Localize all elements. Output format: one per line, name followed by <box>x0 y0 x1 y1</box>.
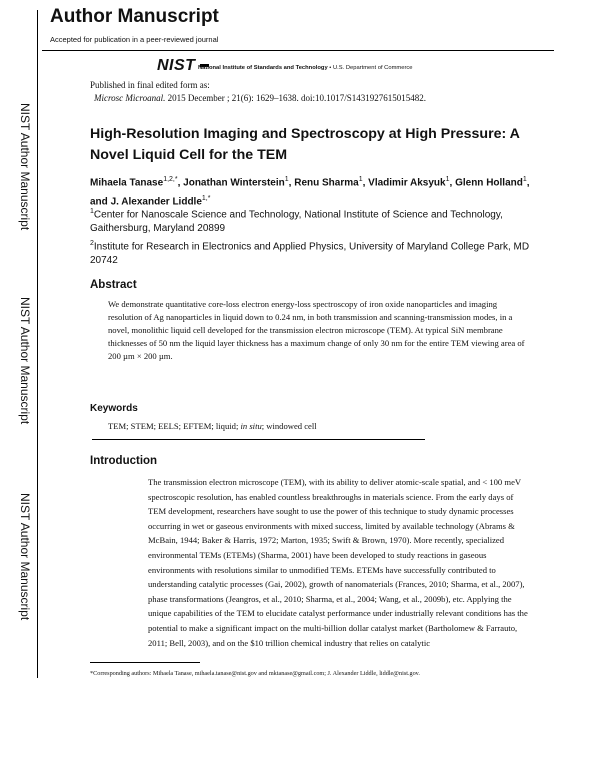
side-label-bottom: NIST Author Manuscript <box>18 493 32 621</box>
author-sup: 1 <box>445 176 450 183</box>
author-sup: 1 <box>284 176 289 183</box>
affiliation-text: Institute for Research in Electronics and Applied Physics, University of Maryland College Park, MD 20742 <box>90 241 530 267</box>
keywords-main: TEM; STEM; EELS; EFTEM; liquid; <box>108 421 241 431</box>
introduction-text: The transmission electron microscope (TEM), with its ability to deliver atomic-scale spatial, and < 100 meV spectroscopic resolution, has enabled countless breakthroughs in materials science. From the early days of TEM development, researchers have sought to use the power of this technique to study dynamic processes occurring in wet or gaseous environments with mixed success, limited by available technology (Abrams & McBain, 1944; Baker & Harris, 1972; Marton, 1935; Swift & Brown, 1970). More recently, specialized environmental TEMs (ETEMs) (Sharma, 2001) have been developed to study reactions in gaseous environments with resolutions similar to unmodified TEMs. ETEMs have successfully contributed to understanding catalytic processes (Gai, 2002), growth of nanomaterials (Frances, 2010; Sharma, et al., 2007), phase transformations (Jeangros, et al., 2010; Sharma, et al., 2004; Wang, et al., 2009b), etc. Applying the unique capabilities of the TEM to elucidate catalyst performance under industrially relevant conditions has the potential to make a significant impact on the multi-billion dollar catalyst market (Bartholomew & Farrauto, 2011; Bell, 2003), and on the $10 trillion chemical industry that relies on catalytic <box>148 477 528 648</box>
author-name: Mihaela Tanase <box>90 177 164 189</box>
author-sup: 1 <box>522 176 527 183</box>
affiliation-sup: 2 <box>90 240 94 247</box>
nist-institute-name: National Institute of Standards and Technology <box>198 65 328 71</box>
citation-line <box>94 93 426 103</box>
affiliation-text: Center for Nanoscale Science and Technology, National Institute of Science and Technology, Gaithersburg, Maryland 20899 <box>90 209 503 235</box>
footnote-rule <box>90 662 200 663</box>
author-sup: 1,* <box>201 195 211 203</box>
author-name: Jonathan Winterstein <box>183 177 285 189</box>
gutter-line <box>37 10 38 678</box>
author-list: Mihaela Tanase$^{1,2,*}$, Jonathan Winterstein$^1$, Renu Sharma$^1$, Vladimir Aksyuk$^1$, Glenn Holland$^1$, and J. Alexander Liddle$^{1,*}$ <box>90 176 530 208</box>
affiliation-sup: 1 <box>90 208 94 215</box>
journal-name: Microsc Microanal. <box>94 93 166 103</box>
keywords-text <box>108 421 317 431</box>
citation-details: 2015 December ; 21(6): 1629–1638. doi:10.1017/S1431927615015482. <box>165 93 427 103</box>
nist-institute <box>198 65 413 71</box>
introduction-heading: Introduction <box>90 455 158 467</box>
author-name: Renu Sharma <box>294 177 359 189</box>
keywords-end: ; windowed cell <box>261 421 317 431</box>
author-sup: 1,2,* <box>163 176 178 183</box>
abstract-text: We demonstrate quantitative core-loss electron energy-loss spectroscopy of iron oxide nanoparticles and imaging resolution of Ag nanoparticles in liquid down to 0.24 nm, in both transmission and scanning-transmission modes, in a novel, monolithic liquid cell developed for the transmission electron microscope (TEM). At typical SiN membrane thicknesses of 50 nm the liquid layer thickness has a maximum change of only 30 nm for the entire TEM viewing area of 200 µm × 200 µm. <box>108 299 525 361</box>
header-rule <box>42 50 554 51</box>
banner-subtitle: Accepted for publication in a peer-reviewed journal <box>50 35 219 44</box>
banner-title: Author Manuscript <box>50 6 219 27</box>
affiliation-2 <box>90 237 530 268</box>
author-name: Vladimir Aksyuk <box>368 177 446 189</box>
abstract-heading: Abstract <box>90 279 137 291</box>
keywords-heading: Keywords <box>90 403 138 414</box>
nist-logo-text: NIST <box>157 57 196 74</box>
published-note: Published in final edited form as: <box>90 80 210 90</box>
author-sup: 1 <box>358 176 363 183</box>
paper-title: High-Resolution Imaging and Spectroscopy at High Pressure: A Novel Liquid Cell for the TEM <box>90 126 520 163</box>
author-name: Glenn Holland <box>455 177 523 189</box>
nist-department: • U.S. Department of Commerce <box>327 65 413 71</box>
keywords-italic: in situ <box>240 421 262 431</box>
affiliation-1 <box>90 205 530 236</box>
side-label-top: NIST Author Manuscript <box>18 103 32 231</box>
author-name: J. Alexander Liddle <box>110 196 202 208</box>
side-label-middle: NIST Author Manuscript <box>18 297 32 425</box>
footnote: *Corresponding authors: Mihaela Tanase, mihaela.tanase@nist.gov and mktanase@gmail.com; J. Alexander Liddle, liddle@nist.gov. <box>90 670 420 677</box>
keywords-rule <box>92 439 425 440</box>
